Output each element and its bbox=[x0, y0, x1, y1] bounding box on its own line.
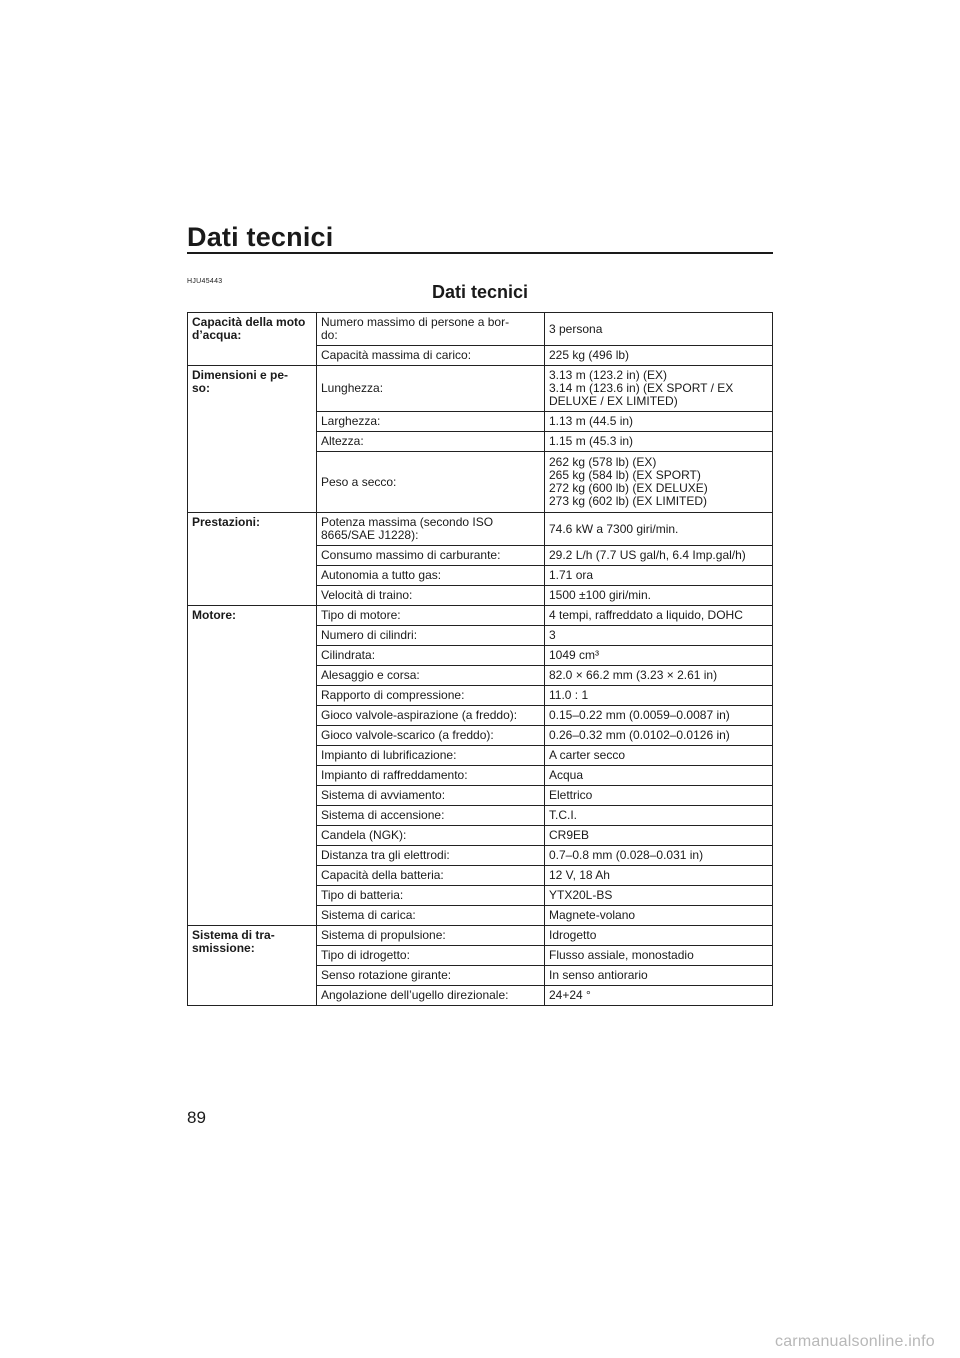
spec-label: Sistema di propulsione: bbox=[317, 926, 545, 946]
document-code: HJU45443 bbox=[187, 278, 223, 285]
spec-label: Alesaggio e corsa: bbox=[317, 666, 545, 686]
spec-value: 12 V, 18 Ah bbox=[545, 866, 773, 886]
specifications-table-body bbox=[188, 313, 773, 1006]
spec-value: 262 kg (578 lb) (EX) 265 kg (584 lb) (EX SPORT) 272 kg (600 lb) (EX DELUXE) 273 kg (602 lb) (EX LIMITED) bbox=[545, 452, 773, 513]
spec-label: Tipo di idrogetto: bbox=[317, 946, 545, 966]
spec-value: 82.0 × 66.2 mm (3.23 × 2.61 in) bbox=[545, 666, 773, 686]
spec-value: 1.13 m (44.5 in) bbox=[545, 412, 773, 432]
spec-label: Tipo di motore: bbox=[317, 606, 545, 626]
spec-label: Autonomia a tutto gas: bbox=[317, 566, 545, 586]
spec-value: 3 persona bbox=[545, 313, 773, 346]
spec-label: Rapporto di compressione: bbox=[317, 686, 545, 706]
spec-label: Consumo massimo di carburante: bbox=[317, 546, 545, 566]
spec-row bbox=[188, 366, 773, 412]
spec-value: 0.7–0.8 mm (0.028–0.031 in) bbox=[545, 846, 773, 866]
spec-value: 1049 cm³ bbox=[545, 646, 773, 666]
spec-row bbox=[188, 926, 773, 946]
spec-label: Sistema di avviamento: bbox=[317, 786, 545, 806]
spec-label: Altezza: bbox=[317, 432, 545, 452]
spec-label: Capacità della batteria: bbox=[317, 866, 545, 886]
spec-value: Magnete-volano bbox=[545, 906, 773, 926]
spec-label: Tipo di batteria: bbox=[317, 886, 545, 906]
spec-value: In senso antiorario bbox=[545, 966, 773, 986]
spec-value: Idrogetto bbox=[545, 926, 773, 946]
spec-value: 1.71 ora bbox=[545, 566, 773, 586]
spec-row bbox=[188, 313, 773, 346]
spec-value: A carter secco bbox=[545, 746, 773, 766]
spec-label: Gioco valvole-aspirazione (a freddo): bbox=[317, 706, 545, 726]
spec-label: Sistema di carica: bbox=[317, 906, 545, 926]
watermark: carmanualsonline.info bbox=[775, 1333, 935, 1350]
spec-value: 1.15 m (45.3 in) bbox=[545, 432, 773, 452]
spec-label: Impianto di raffreddamento: bbox=[317, 766, 545, 786]
spec-value: 1500 ±100 giri/min. bbox=[545, 586, 773, 606]
spec-category: Sistema di tra- smissione: bbox=[188, 926, 317, 1006]
spec-label: Senso rotazione girante: bbox=[317, 966, 545, 986]
spec-label: Larghezza: bbox=[317, 412, 545, 432]
spec-label: Capacità massima di carico: bbox=[317, 346, 545, 366]
spec-value: 29.2 L/h (7.7 US gal/h, 6.4 Imp.gal/h) bbox=[545, 546, 773, 566]
spec-label: Numero massimo di persone a bor- do: bbox=[317, 313, 545, 346]
spec-value: 3 bbox=[545, 626, 773, 646]
spec-row bbox=[188, 513, 773, 546]
spec-value: YTX20L-BS bbox=[545, 886, 773, 906]
spec-value: 4 tempi, raffreddato a liquido, DOHC bbox=[545, 606, 773, 626]
spec-value: T.C.I. bbox=[545, 806, 773, 826]
spec-label: Numero di cilindri: bbox=[317, 626, 545, 646]
spec-label: Velocità di traino: bbox=[317, 586, 545, 606]
spec-value: CR9EB bbox=[545, 826, 773, 846]
spec-label: Sistema di accensione: bbox=[317, 806, 545, 826]
spec-category: Dimensioni e pe- so: bbox=[188, 366, 317, 513]
spec-value: 225 kg (496 lb) bbox=[545, 346, 773, 366]
spec-label: Angolazione dell’ugello direzionale: bbox=[317, 986, 545, 1006]
spec-label: Impianto di lubrificazione: bbox=[317, 746, 545, 766]
spec-value: 24+24 ° bbox=[545, 986, 773, 1006]
spec-label: Distanza tra gli elettrodi: bbox=[317, 846, 545, 866]
spec-category: Prestazioni: bbox=[188, 513, 317, 606]
spec-label: Potenza massima (secondo ISO 8665/SAE J1228): bbox=[317, 513, 545, 546]
spec-value: 74.6 kW a 7300 giri/min. bbox=[545, 513, 773, 546]
spec-value: Acqua bbox=[545, 766, 773, 786]
spec-value: 0.26–0.32 mm (0.0102–0.0126 in) bbox=[545, 726, 773, 746]
spec-category: Motore: bbox=[188, 606, 317, 926]
spec-value: 11.0 : 1 bbox=[545, 686, 773, 706]
spec-label: Peso a secco: bbox=[317, 452, 545, 513]
spec-label: Gioco valvole-scarico (a freddo): bbox=[317, 726, 545, 746]
spec-row bbox=[188, 606, 773, 626]
page-number: 89 bbox=[187, 1108, 206, 1127]
spec-label: Lunghezza: bbox=[317, 366, 545, 412]
spec-value: 3.13 m (123.2 in) (EX) 3.14 m (123.6 in) (EX SPORT / EX DELUXE / EX LIMITED) bbox=[545, 366, 773, 412]
page-header-title: Dati tecnici bbox=[187, 222, 334, 252]
header-divider bbox=[187, 252, 773, 254]
spec-label: Cilindrata: bbox=[317, 646, 545, 666]
spec-value: 0.15–0.22 mm (0.0059–0.0087 in) bbox=[545, 706, 773, 726]
section-title: Dati tecnici bbox=[431, 282, 529, 302]
spec-label: Candela (NGK): bbox=[317, 826, 545, 846]
spec-value: Flusso assiale, monostadio bbox=[545, 946, 773, 966]
spec-category: Capacità della moto d’acqua: bbox=[188, 313, 317, 366]
spec-value: Elettrico bbox=[545, 786, 773, 806]
specifications-table bbox=[187, 312, 773, 1006]
